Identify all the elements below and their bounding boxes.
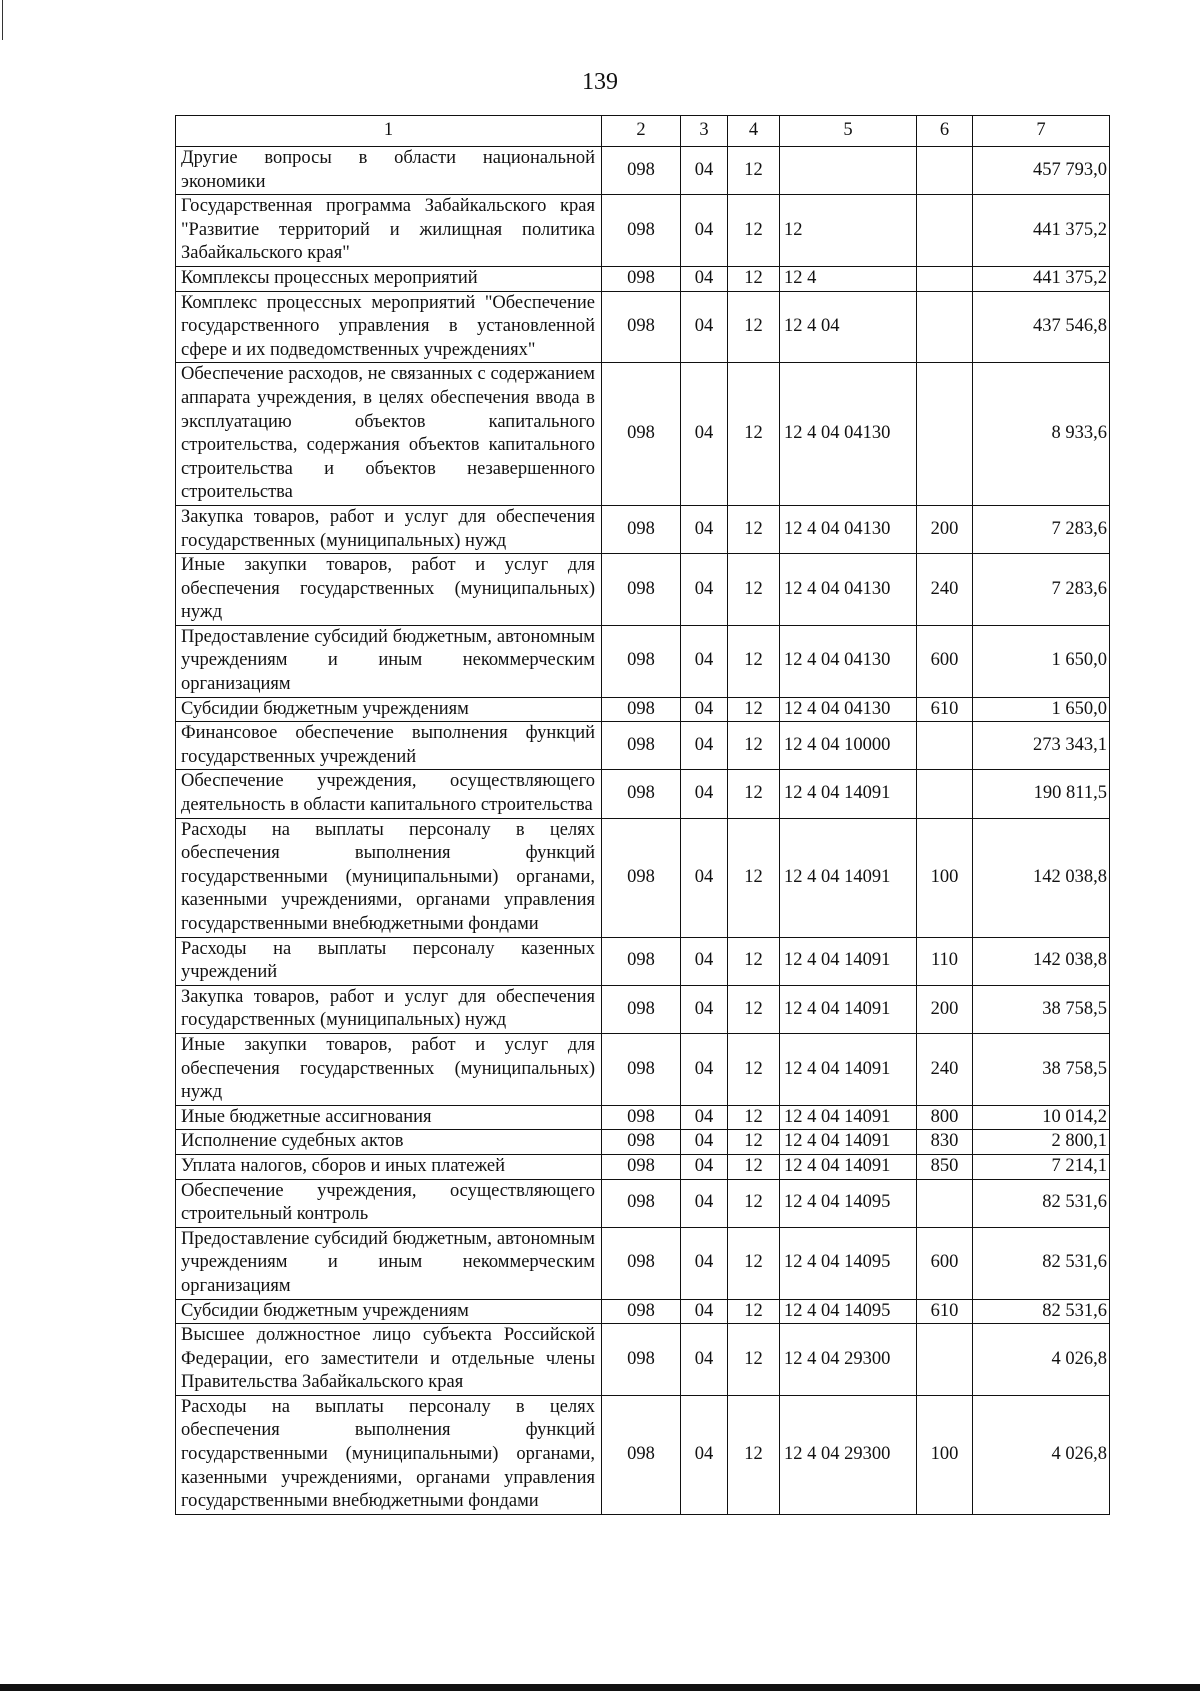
subsection-code-cell: 12 [728, 266, 780, 291]
section-code-cell: 04 [681, 1105, 728, 1130]
expense-type-cell: 850 [917, 1154, 973, 1179]
admin-code-cell: 098 [602, 1179, 681, 1227]
target-article-cell: 12 4 04 14091 [780, 937, 917, 985]
expense-type-cell: 100 [917, 818, 973, 937]
row-name-cell: Иные закупки товаров, работ и услуг для обеспечения государственных (муниципальных) нужд [176, 554, 602, 626]
expense-type-cell [917, 195, 973, 267]
section-code-cell: 04 [681, 1154, 728, 1179]
table-row [176, 1395, 1110, 1514]
section-code-cell: 04 [681, 505, 728, 553]
amount-cell: 142 038,8 [973, 937, 1110, 985]
target-article-cell: 12 4 04 14095 [780, 1227, 917, 1299]
expense-type-cell [917, 1324, 973, 1396]
amount-cell: 38 758,5 [973, 985, 1110, 1033]
target-article-cell: 12 4 04 04130 [780, 554, 917, 626]
expense-type-cell [917, 1179, 973, 1227]
section-code-cell: 04 [681, 697, 728, 722]
amount-cell: 273 343,1 [973, 722, 1110, 770]
target-article-cell: 12 4 04 14091 [780, 818, 917, 937]
subsection-code-cell: 12 [728, 697, 780, 722]
section-code-cell: 04 [681, 625, 728, 697]
expense-type-cell: 200 [917, 985, 973, 1033]
target-article-cell: 12 4 [780, 266, 917, 291]
amount-cell: 142 038,8 [973, 818, 1110, 937]
admin-code-cell: 098 [602, 985, 681, 1033]
table-row [176, 722, 1110, 770]
subsection-code-cell: 12 [728, 1179, 780, 1227]
amount-cell: 10 014,2 [973, 1105, 1110, 1130]
table-row [176, 937, 1110, 985]
section-code-cell: 04 [681, 1033, 728, 1105]
amount-cell: 441 375,2 [973, 195, 1110, 267]
admin-code-cell: 098 [602, 505, 681, 553]
row-name-cell: Финансовое обеспечение выполнения функций государственных учреждений [176, 722, 602, 770]
expense-type-cell: 110 [917, 937, 973, 985]
amount-cell: 82 531,6 [973, 1179, 1110, 1227]
section-code-cell: 04 [681, 195, 728, 267]
expense-type-cell: 240 [917, 1033, 973, 1105]
row-name-cell: Расходы на выплаты персоналу в целях обеспечения выполнения функций государственными (муниципальными) органами, казенными учреждениями, органами управления государственными внебюджетными фондами [176, 818, 602, 937]
row-name-cell: Расходы на выплаты персоналу в целях обеспечения выполнения функций государственными (муниципальными) органами, казенными учреждениями, органами управления государственными внебюджетными фондами [176, 1395, 602, 1514]
admin-code-cell: 098 [602, 818, 681, 937]
row-name-cell: Обеспечение учреждения, осуществляющего деятельность в области капитального строительства [176, 770, 602, 818]
subsection-code-cell: 12 [728, 291, 780, 363]
row-name-cell: Комплексы процессных мероприятий [176, 266, 602, 291]
section-code-cell: 04 [681, 1130, 728, 1155]
section-code-cell: 04 [681, 937, 728, 985]
admin-code-cell: 098 [602, 722, 681, 770]
admin-code-cell: 098 [602, 697, 681, 722]
table-row [176, 505, 1110, 553]
row-name-cell: Комплекс процессных мероприятий "Обеспечение государственного управления в установленной сфере и их подведомственных учреждениях" [176, 291, 602, 363]
admin-code-cell: 098 [602, 1227, 681, 1299]
subsection-code-cell: 12 [728, 363, 780, 506]
target-article-cell: 12 4 04 29300 [780, 1324, 917, 1396]
section-code-cell: 04 [681, 770, 728, 818]
subsection-code-cell: 12 [728, 1130, 780, 1155]
target-article-cell: 12 4 04 14091 [780, 1130, 917, 1155]
table-row [176, 291, 1110, 363]
section-code-cell: 04 [681, 363, 728, 506]
subsection-code-cell: 12 [728, 1324, 780, 1396]
table-row [176, 1179, 1110, 1227]
row-name-cell: Предоставление субсидий бюджетным, автономным учреждениям и иным некоммерческим организациям [176, 1227, 602, 1299]
subsection-code-cell: 12 [728, 770, 780, 818]
table-row [176, 1299, 1110, 1324]
section-code-cell: 04 [681, 1227, 728, 1299]
table-row [176, 985, 1110, 1033]
admin-code-cell: 098 [602, 625, 681, 697]
section-code-cell: 04 [681, 818, 728, 937]
amount-cell: 8 933,6 [973, 363, 1110, 506]
section-code-cell: 04 [681, 266, 728, 291]
target-article-cell: 12 4 04 14091 [780, 1154, 917, 1179]
target-article-cell: 12 4 04 14095 [780, 1299, 917, 1324]
target-article-cell: 12 4 04 [780, 291, 917, 363]
subsection-code-cell: 12 [728, 1105, 780, 1130]
admin-code-cell: 098 [602, 1154, 681, 1179]
target-article-cell: 12 4 04 14095 [780, 1179, 917, 1227]
section-code-cell: 04 [681, 1179, 728, 1227]
row-name-cell: Высшее должностное лицо субъекта Российской Федерации, его заместители и отдельные члены Правительства Забайкальского края [176, 1324, 602, 1396]
row-name-cell: Предоставление субсидий бюджетным, автономным учреждениям и иным некоммерческим организациям [176, 625, 602, 697]
page-number: 139 [582, 69, 618, 95]
subsection-code-cell: 12 [728, 554, 780, 626]
subsection-code-cell: 12 [728, 195, 780, 267]
row-name-cell: Субсидии бюджетным учреждениям [176, 697, 602, 722]
table-row [176, 1033, 1110, 1105]
expense-type-cell [917, 147, 973, 195]
amount-cell: 437 546,8 [973, 291, 1110, 363]
subsection-code-cell: 12 [728, 1154, 780, 1179]
target-article-cell: 12 4 04 04130 [780, 697, 917, 722]
column-header: 3 [681, 116, 728, 147]
subsection-code-cell: 12 [728, 937, 780, 985]
admin-code-cell: 098 [602, 1395, 681, 1514]
scan-edge-mark [2, 0, 3, 40]
row-name-cell: Закупка товаров, работ и услуг для обеспечения государственных (муниципальных) нужд [176, 505, 602, 553]
subsection-code-cell: 12 [728, 1395, 780, 1514]
budget-table [175, 115, 1110, 1515]
expense-type-cell [917, 266, 973, 291]
amount-cell: 441 375,2 [973, 266, 1110, 291]
table-row [176, 554, 1110, 626]
row-name-cell: Государственная программа Забайкальского края "Развитие территорий и жилищная политика Забайкальского края" [176, 195, 602, 267]
subsection-code-cell: 12 [728, 1227, 780, 1299]
column-header: 6 [917, 116, 973, 147]
column-header: 2 [602, 116, 681, 147]
row-name-cell: Уплата налогов, сборов и иных платежей [176, 1154, 602, 1179]
row-name-cell: Обеспечение расходов, не связанных с содержанием аппарата учреждения, в целях обеспечения ввода в эксплуатацию объектов капитального строительства, содержания объектов капитального строительства и объектов незавершенного строительства [176, 363, 602, 506]
target-article-cell: 12 4 04 14091 [780, 1033, 917, 1105]
target-article-cell: 12 4 04 14091 [780, 985, 917, 1033]
amount-cell: 82 531,6 [973, 1299, 1110, 1324]
amount-cell: 4 026,8 [973, 1395, 1110, 1514]
table-row [176, 266, 1110, 291]
target-article-cell: 12 4 04 04130 [780, 625, 917, 697]
subsection-code-cell: 12 [728, 147, 780, 195]
row-name-cell: Расходы на выплаты персоналу казенных учреждений [176, 937, 602, 985]
bottom-scan-border [0, 1684, 1200, 1691]
subsection-code-cell: 12 [728, 505, 780, 553]
table-row [176, 1324, 1110, 1396]
section-code-cell: 04 [681, 1395, 728, 1514]
subsection-code-cell: 12 [728, 1033, 780, 1105]
amount-cell: 7 214,1 [973, 1154, 1110, 1179]
column-header: 4 [728, 116, 780, 147]
expense-type-cell: 240 [917, 554, 973, 626]
expense-type-cell: 600 [917, 625, 973, 697]
admin-code-cell: 098 [602, 1299, 681, 1324]
target-article-cell: 12 4 04 10000 [780, 722, 917, 770]
table-header-row [176, 116, 1110, 147]
admin-code-cell: 098 [602, 937, 681, 985]
amount-cell: 457 793,0 [973, 147, 1110, 195]
table-row [176, 195, 1110, 267]
expense-type-cell: 200 [917, 505, 973, 553]
admin-code-cell: 098 [602, 195, 681, 267]
admin-code-cell: 098 [602, 1033, 681, 1105]
table-row [176, 1105, 1110, 1130]
admin-code-cell: 098 [602, 770, 681, 818]
subsection-code-cell: 12 [728, 1299, 780, 1324]
section-code-cell: 04 [681, 1299, 728, 1324]
expense-type-cell: 800 [917, 1105, 973, 1130]
target-article-cell: 12 4 04 04130 [780, 505, 917, 553]
table-row [176, 147, 1110, 195]
table-row [176, 363, 1110, 506]
table-row [176, 1130, 1110, 1155]
expense-type-cell [917, 291, 973, 363]
row-name-cell: Другие вопросы в области национальной экономики [176, 147, 602, 195]
target-article-cell: 12 [780, 195, 917, 267]
admin-code-cell: 098 [602, 554, 681, 626]
table-row [176, 1154, 1110, 1179]
expense-type-cell [917, 722, 973, 770]
amount-cell: 7 283,6 [973, 505, 1110, 553]
admin-code-cell: 098 [602, 1324, 681, 1396]
amount-cell: 38 758,5 [973, 1033, 1110, 1105]
amount-cell: 1 650,0 [973, 697, 1110, 722]
table-row [176, 770, 1110, 818]
admin-code-cell: 098 [602, 363, 681, 506]
target-article-cell: 12 4 04 14091 [780, 1105, 917, 1130]
table-row [176, 697, 1110, 722]
section-code-cell: 04 [681, 1324, 728, 1396]
expense-type-cell: 600 [917, 1227, 973, 1299]
section-code-cell: 04 [681, 291, 728, 363]
expense-type-cell: 610 [917, 697, 973, 722]
amount-cell: 190 811,5 [973, 770, 1110, 818]
target-article-cell: 12 4 04 04130 [780, 363, 917, 506]
table-row [176, 818, 1110, 937]
admin-code-cell: 098 [602, 266, 681, 291]
target-article-cell: 12 4 04 14091 [780, 770, 917, 818]
section-code-cell: 04 [681, 985, 728, 1033]
row-name-cell: Исполнение судебных актов [176, 1130, 602, 1155]
section-code-cell: 04 [681, 554, 728, 626]
column-header: 7 [973, 116, 1110, 147]
row-name-cell: Субсидии бюджетным учреждениям [176, 1299, 602, 1324]
subsection-code-cell: 12 [728, 985, 780, 1033]
section-code-cell: 04 [681, 722, 728, 770]
target-article-cell [780, 147, 917, 195]
row-name-cell: Иные закупки товаров, работ и услуг для обеспечения государственных (муниципальных) нужд [176, 1033, 602, 1105]
amount-cell: 7 283,6 [973, 554, 1110, 626]
subsection-code-cell: 12 [728, 625, 780, 697]
row-name-cell: Иные бюджетные ассигнования [176, 1105, 602, 1130]
admin-code-cell: 098 [602, 147, 681, 195]
admin-code-cell: 098 [602, 291, 681, 363]
admin-code-cell: 098 [602, 1130, 681, 1155]
amount-cell: 82 531,6 [973, 1227, 1110, 1299]
row-name-cell: Обеспечение учреждения, осуществляющего строительный контроль [176, 1179, 602, 1227]
expense-type-cell [917, 770, 973, 818]
amount-cell: 4 026,8 [973, 1324, 1110, 1396]
table-body [176, 147, 1110, 1515]
table-row [176, 1227, 1110, 1299]
admin-code-cell: 098 [602, 1105, 681, 1130]
amount-cell: 2 800,1 [973, 1130, 1110, 1155]
row-name-cell: Закупка товаров, работ и услуг для обеспечения государственных (муниципальных) нужд [176, 985, 602, 1033]
target-article-cell: 12 4 04 29300 [780, 1395, 917, 1514]
expense-type-cell: 100 [917, 1395, 973, 1514]
section-code-cell: 04 [681, 147, 728, 195]
column-header: 1 [176, 116, 602, 147]
expense-type-cell: 610 [917, 1299, 973, 1324]
expense-type-cell [917, 363, 973, 506]
subsection-code-cell: 12 [728, 818, 780, 937]
expense-type-cell: 830 [917, 1130, 973, 1155]
amount-cell: 1 650,0 [973, 625, 1110, 697]
column-header: 5 [780, 116, 917, 147]
table-row [176, 625, 1110, 697]
subsection-code-cell: 12 [728, 722, 780, 770]
